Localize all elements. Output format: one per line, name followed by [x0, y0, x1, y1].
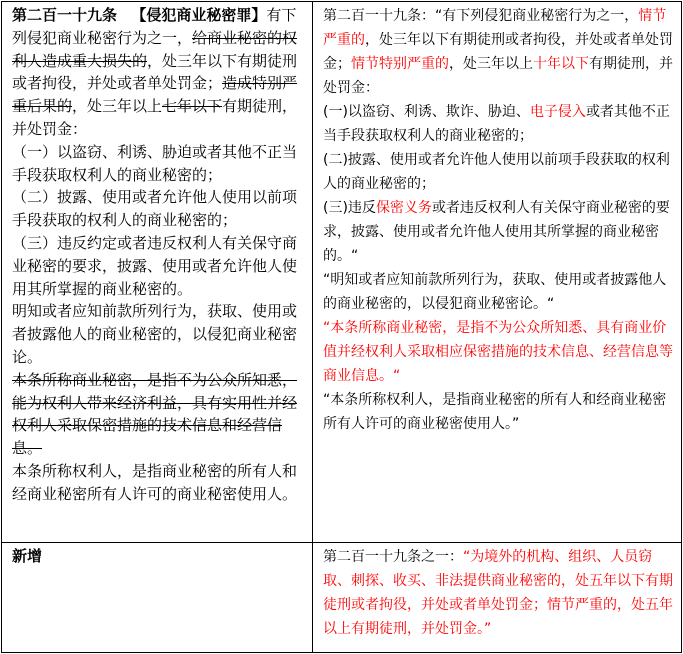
new-item-1: [323, 100, 673, 148]
old-item-2: （二）披露、使用或者允许他人使用以前项手段获取的权利人的商业秘密的；: [12, 188, 298, 230]
new-item-text: (一)以盗窃、利诱、欺诈、胁迫、: [323, 104, 530, 120]
new-intro-text: ，处三年以上: [449, 56, 533, 72]
comparison-table: [1, 1, 682, 653]
added-text: 情节严重的: [323, 8, 667, 48]
new-intro-text: 第二百一十九条：“有下列侵犯商业秘密行为之一，: [323, 8, 639, 24]
new-definition-paragraph: “本条所称商业秘密，是指不为公众所知悉、具有商业价值并经权利人采取相应保密措施的技术信息、经营信息等商业信息。“: [323, 320, 673, 384]
new-knowing-paragraph: “明知或者应知前款所列行为，获取、使用或者披露他人的商业秘密的，以侵犯商业秘密论。“: [323, 272, 667, 312]
old-item-3: （三）违反约定或者违反权利人有关保守商业秘密的要求，披露、使用或者允许他人使用其所掌握的商业秘密的。: [12, 233, 298, 298]
old-deleted-definition: 本条所称商业秘密，是指不为公众所知悉，能为权利人带来经济利益，具有实用性并经权利人采取保密措施的技术信息和经营信息。: [12, 370, 298, 458]
new-item-2: (二)披露、使用或者允许他人使用以前项手段获取的权利人的商业秘密的；: [323, 152, 670, 192]
new-item-text: 或者违反权利人有关保守商业秘密的要求，披露、使用或者允许他人使用其所掌握的商业秘密的。“: [323, 200, 670, 264]
new-item-text: 或者其他不正当手段获取权利人的商业秘密的；: [323, 104, 670, 144]
deleted-text: 七年以下: [162, 97, 223, 116]
table-row: [2, 543, 682, 653]
new-intro-text: 有期徒刑，并处罚金：: [323, 56, 673, 96]
added-text: 保密义务: [375, 200, 432, 216]
new-article-prefix: 第二百一十九条之一：: [323, 549, 463, 565]
old-article-intro: [12, 4, 304, 141]
old-knowing-paragraph: 明知或者应知前款所列行为，获取、使用或者披露他人的商业秘密的，以侵犯商业秘密论。: [12, 302, 298, 366]
old-intro-text: ，处三年以下有期徒刑或者拘役，并处或者单处罚金；: [12, 51, 298, 93]
old-crime-name: 【侵犯商业秘密罪】: [131, 6, 267, 24]
old-text-cell: [2, 2, 313, 543]
old-intro-text: 有期徒刑，并处罚金：: [12, 97, 298, 138]
old-item-1: （一）以盗窃、利诱、胁迫或者其他不正当手段获取权利人的商业秘密的；: [12, 142, 298, 184]
added-text: 情节特别严重的: [351, 56, 449, 72]
new-item-3: [323, 196, 673, 268]
added-text: 电子侵入: [529, 104, 586, 120]
new-owner-paragraph: “本条所称权利人，是指商业秘密的所有人和经商业秘密所有人许可的商业秘密使用人。”: [323, 392, 667, 432]
new-article-cell: [313, 543, 682, 653]
new-intro-text: ，处三年以下有期徒刑或者拘役，并处或者单处罚金；: [323, 32, 673, 72]
old-article-number: 第二百一十九条: [12, 6, 118, 24]
old-intro-text: 有下列侵犯商业秘密行为之一，: [12, 6, 297, 47]
new-addition-label: 新增: [12, 547, 43, 565]
new-text-cell: [313, 2, 682, 543]
deleted-text: 造成特别严重后果的: [12, 74, 298, 116]
added-text: 十年以下: [533, 56, 589, 72]
added-text: “为境外的机构、组织、人员窃取、刺探、收买、非法提供商业秘密的，处五年以下有期徒刑或者拘役，并处或者单处罚金；情节严重的，处五年以上有期徒刑，并处罚金。”: [323, 549, 673, 637]
old-intro-text: ，处三年以上: [72, 97, 163, 116]
table-row: [2, 2, 682, 543]
old-owner-paragraph: 本条所称权利人，是指商业秘密的所有人和经商业秘密所有人许可的商业秘密使用人。: [12, 461, 298, 503]
deleted-text: 给商业秘密的权利人造成重大损失的: [12, 28, 298, 70]
new-article-219-1: [323, 545, 673, 641]
new-addition-label-cell: [2, 543, 313, 653]
new-article-intro: [323, 4, 673, 100]
new-item-text: (三)违反: [323, 200, 376, 216]
